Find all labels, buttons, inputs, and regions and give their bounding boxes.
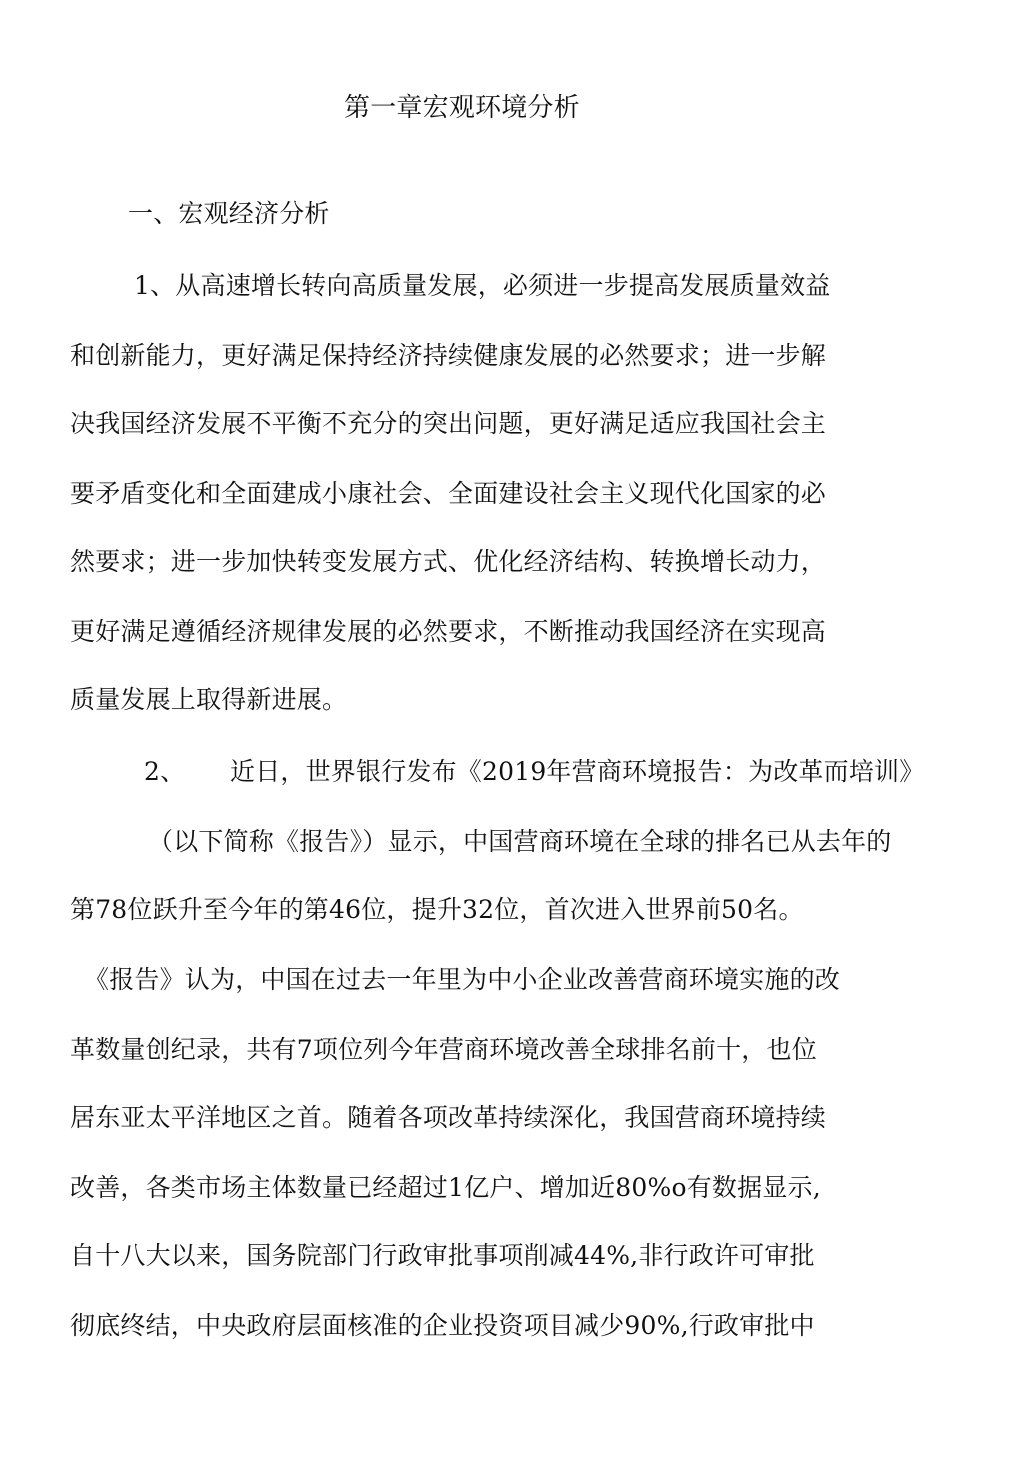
paragraph-2-line: 第78位跃升至今年的第46位，提升32位，首次进入世界前50名。	[70, 895, 804, 924]
paragraph-1-line: 要矛盾变化和全面建成小康社会、全面建设社会主义现代化国家的必	[70, 479, 827, 508]
page-title: 第一章宏观环境分析	[344, 93, 580, 123]
paragraph-2-line: 《报告》认为，中国在过去一年里为中小企业改善营商环境实施的改	[84, 965, 841, 994]
paragraph-2-line: （以下简称《报告》）显示，中国营商环境在全球的排名已从去年的	[148, 827, 892, 856]
paragraph-1-line: 和创新能力，更好满足保持经济持续健康发展的必然要求；进一步解	[70, 341, 827, 370]
paragraph-1-line: 1、从高速增长转向高质量发展，必须进一步提高发展质量效益	[134, 271, 831, 300]
paragraph-1-line: 然要求；进一步加快转变发展方式、优化经济结构、转换增长动力，	[70, 547, 827, 576]
paragraph-2-line: 改善，各类市场主体数量已经超过1亿户、增加近80%o有数据显示,	[70, 1173, 821, 1202]
paragraph-2-line: 近日，世界银行发布《2019年营商环境报告：为改革而培训》	[230, 757, 925, 786]
section-heading: 一、宏观经济分析	[128, 199, 330, 228]
paragraph-1-line: 决我国经济发展不平衡不充分的突出问题，更好满足适应我国社会主	[70, 409, 827, 438]
paragraph-2-line: 居东亚太平洋地区之首。随着各项改革持续深化，我国营商环境持续	[70, 1103, 827, 1132]
paragraph-2-line: 彻底终结，中央政府层面核准的企业投资项目减少90%,行政审批中	[70, 1311, 815, 1340]
paragraph-2-number: 2、	[144, 757, 186, 786]
paragraph-1-line: 更好满足遵循经济规律发展的必然要求，不断推动我国经济在实现高	[70, 617, 827, 646]
paragraph-2-line: 自十八大以来，国务院部门行政审批事项削减44%,非行政许可审批	[70, 1241, 815, 1270]
paragraph-2-line: 革数量创纪录，共有7项位列今年营商环境改善全球排名前十，也位	[70, 1035, 817, 1064]
paragraph-1-line: 质量发展上取得新进展。	[70, 685, 348, 714]
